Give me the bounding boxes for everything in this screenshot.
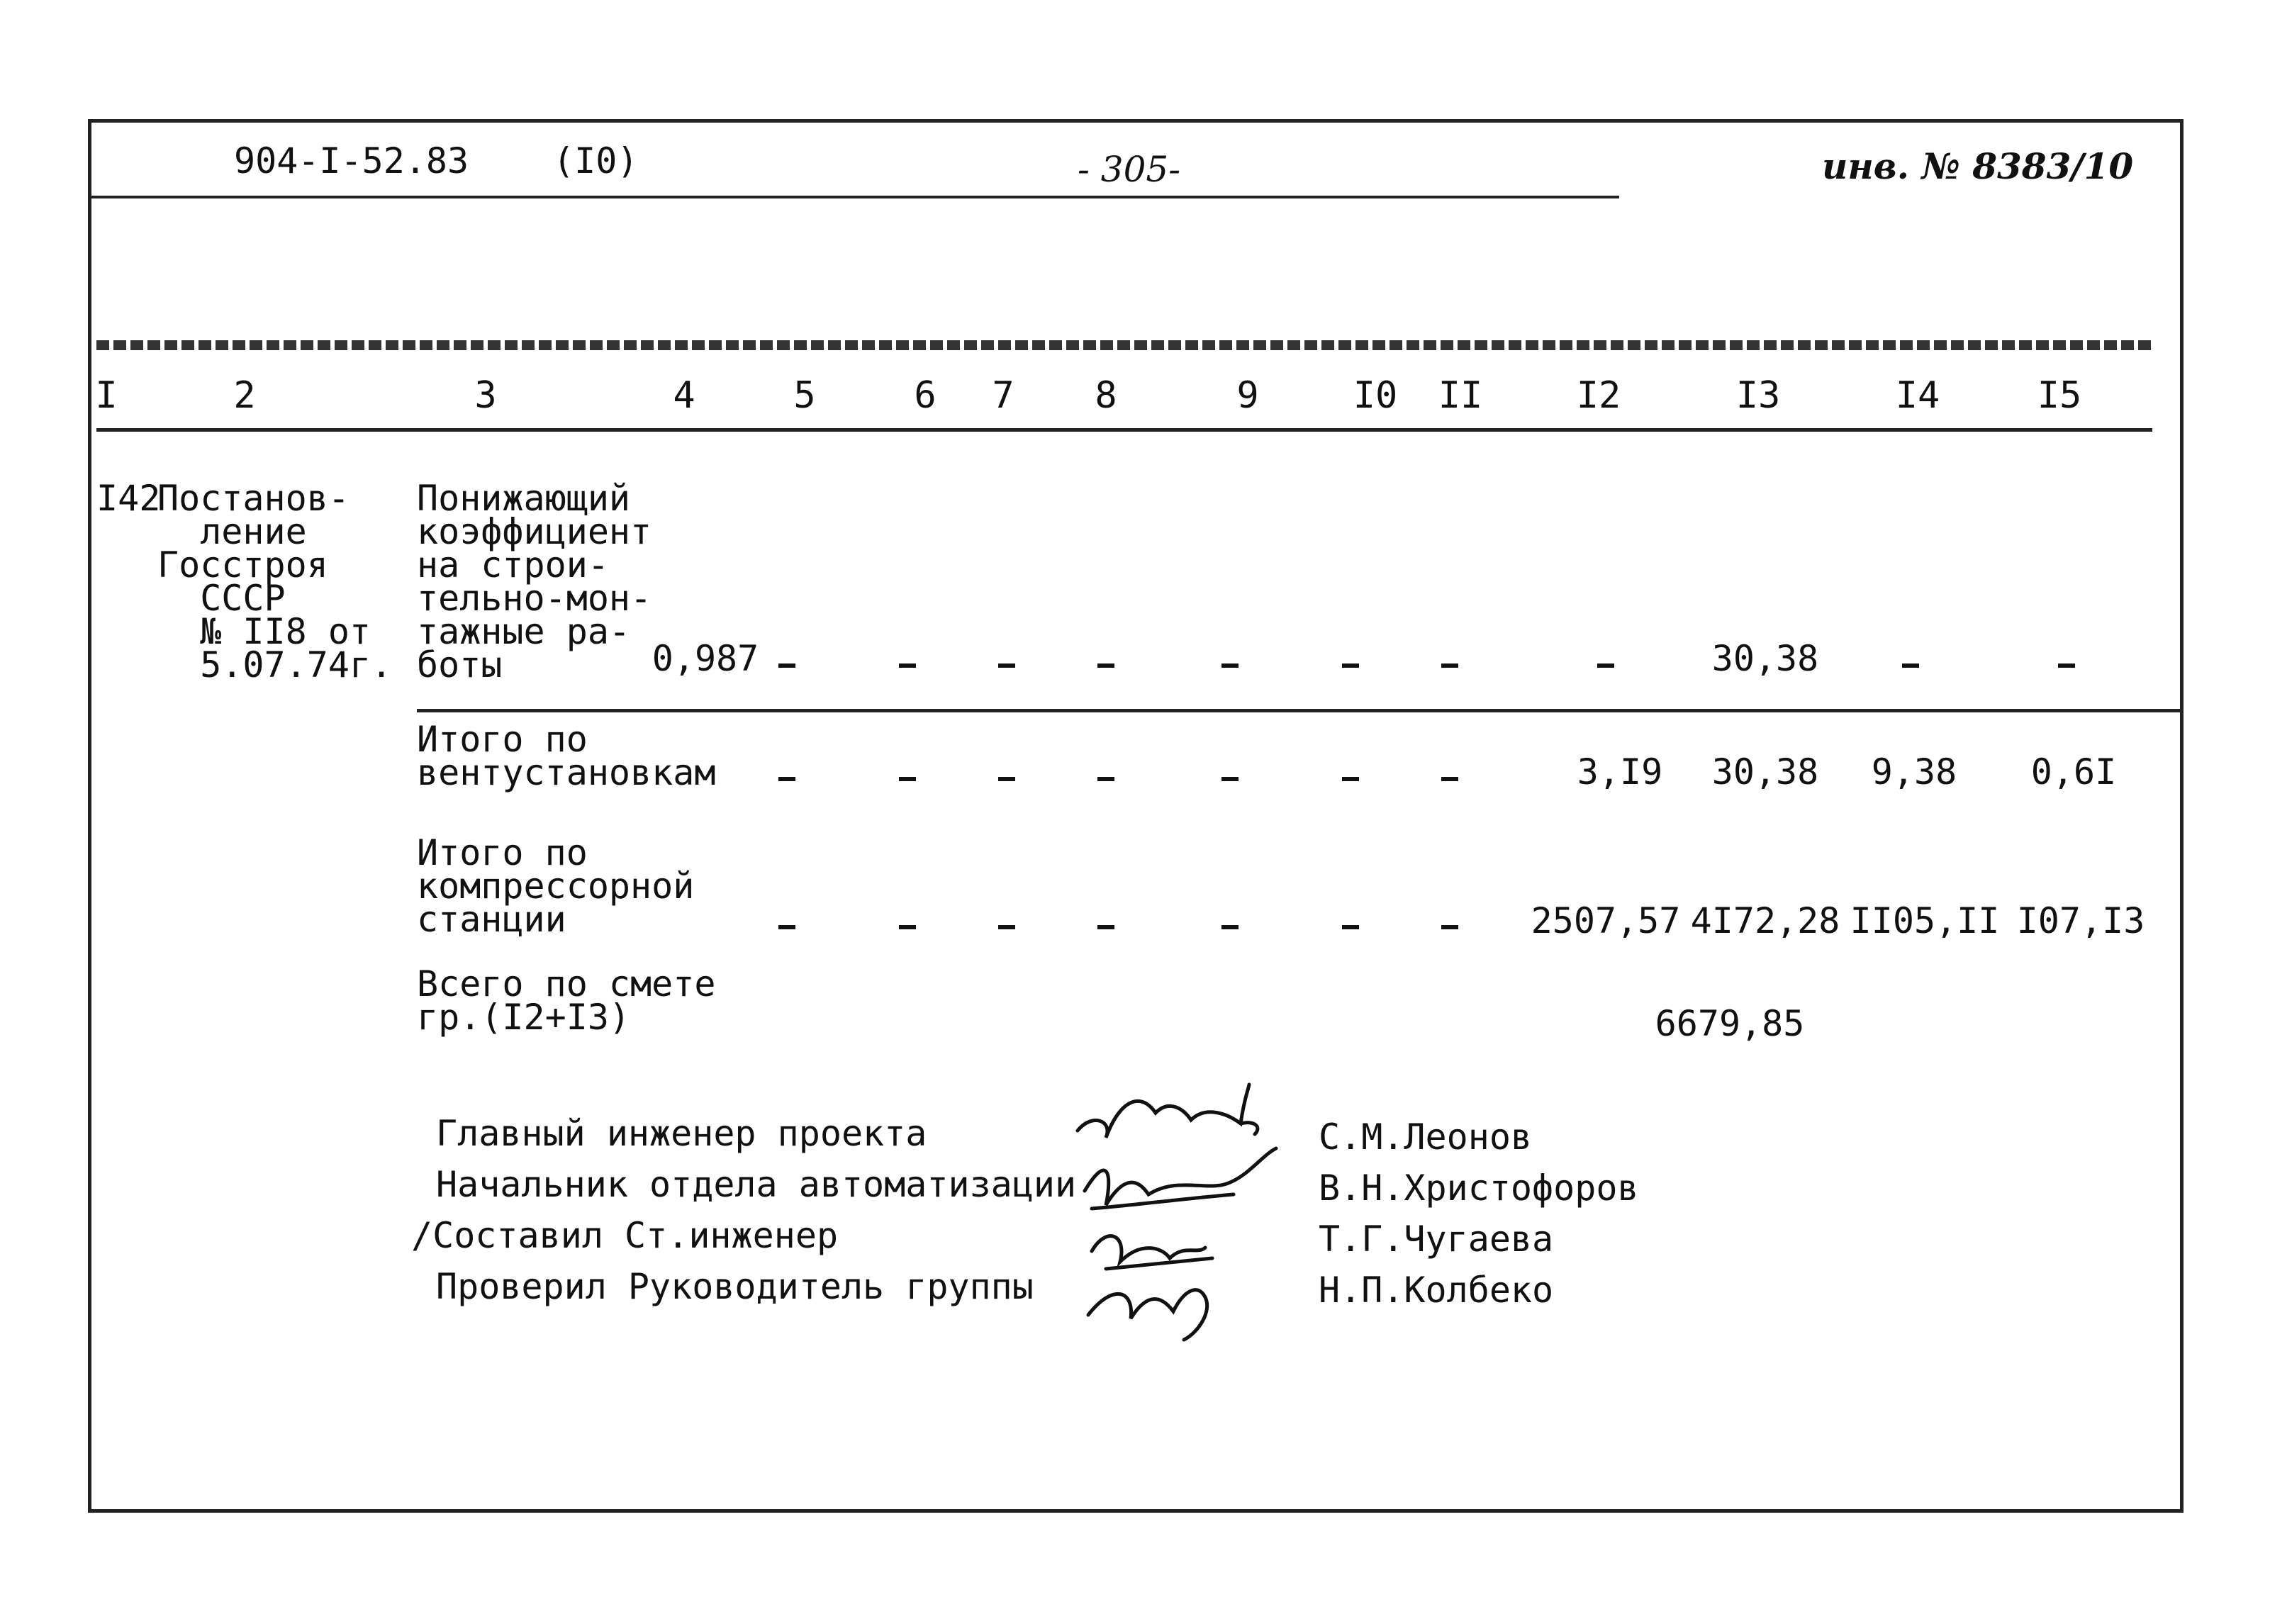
total-comp-col11 [1441,925,1458,929]
row-142-bottom-rule [417,709,2182,712]
signature-stroke-3 [1092,1236,1212,1269]
row-142-name: Понижающий коэффициент на строи- тельно-мон- тажные ра- боты [417,478,652,685]
total-comp-col7 [998,925,1015,929]
signature-role-chief-engineer: Главный инженер проекта [436,1113,927,1154]
handwritten-signatures [1063,1070,1304,1347]
column-header-bottom-rule [96,428,2152,432]
col-6: 6 [914,374,936,417]
row-142-col12 [1597,663,1614,668]
signature-name-kolbeko: Н.П.Колбеко [1319,1270,1554,1311]
total-vent-col8 [1097,777,1114,781]
col-12: I2 [1576,374,1621,417]
row-142-col6 [899,663,916,668]
col-8: 8 [1095,374,1117,417]
document-code: 904-I-52.83 [234,140,469,181]
row-142-col14 [1902,663,1919,668]
col-9: 9 [1236,374,1259,417]
row-142-col13: 30,38 [1711,638,1819,679]
total-vent-col7 [998,777,1015,781]
header-rule [88,196,1619,198]
document-part: (I0) [553,140,639,181]
signature-role-checker: Проверил Руководитель группы [436,1266,1034,1307]
signature-name-khristoforov: В.Н.Христофоров [1319,1167,1639,1209]
total-vent-col9 [1221,777,1239,781]
total-vent-col14: 9,38 [1871,751,1957,793]
total-comp-col6 [899,925,916,929]
row-142-col9 [1221,663,1239,668]
total-all-value: 6679,85 [1655,1003,1805,1044]
total-vent-col10 [1342,777,1359,781]
total-vent-col11 [1441,777,1458,781]
signature-name-chugaeva: Т.Г.Чугаева [1319,1219,1554,1260]
total-vent-col6 [899,777,916,781]
col-4: 4 [673,374,695,417]
total-comp-col10 [1342,925,1359,929]
total-comp-col12: 2507,57 [1531,900,1681,941]
total-vent-col12: 3,I9 [1577,751,1663,793]
row-142-number: I42 [96,478,161,519]
row-142-col11 [1441,663,1458,668]
row-142-basis: Постанов- ление Госстроя СССР № II8 от 5.07.74г. [157,478,393,685]
col-10: I0 [1353,374,1398,417]
col-1: I [95,374,118,417]
row-142-col8 [1097,663,1114,668]
total-comp-col15: I07,I3 [2016,900,2145,941]
inventory-number: инв. № 8383/10 [1822,145,2134,187]
total-vent-col13: 30,38 [1711,751,1819,793]
col-15: I5 [2037,374,2082,417]
row-142-col15 [2058,663,2075,668]
row-142-col4: 0,987 [652,638,759,679]
signature-role-compiler: /Составил Ст.инженер [411,1215,839,1256]
col-3: 3 [474,374,497,417]
total-comp-label: Итого по компрессорной станции [417,832,695,940]
total-comp-col13: 4I72,28 [1690,900,1840,941]
signature-role-department-head: Начальник отдела автоматизации [436,1164,1077,1205]
column-header-top-rule [96,340,2152,350]
col-5: 5 [793,374,816,417]
col-7: 7 [992,374,1014,417]
total-comp-col14: II05,II [1850,900,2000,941]
total-comp-col9 [1221,925,1239,929]
signature-stroke-4 [1088,1290,1207,1340]
row-142-col5 [778,663,795,668]
signature-stroke-1 [1078,1085,1258,1138]
signature-stroke-2 [1085,1148,1276,1209]
row-142-col7 [998,663,1015,668]
total-comp-col5 [778,925,795,929]
total-vent-col5 [778,777,795,781]
row-142-col10 [1342,663,1359,668]
total-vent-col15: 0,6I [2030,751,2117,793]
total-comp-col8 [1097,925,1114,929]
total-all-label: Всего по смете гр.(I2+I3) [417,963,716,1038]
col-13: I3 [1735,374,1781,417]
col-11: II [1438,374,1483,417]
signature-name-leonov: С.М.Леонов [1319,1116,1533,1158]
total-vent-label: Итого по вентустановкам [417,719,716,793]
col-2: 2 [233,374,256,417]
col-14: I4 [1895,374,1940,417]
page-number: - 305- [1078,149,1181,190]
